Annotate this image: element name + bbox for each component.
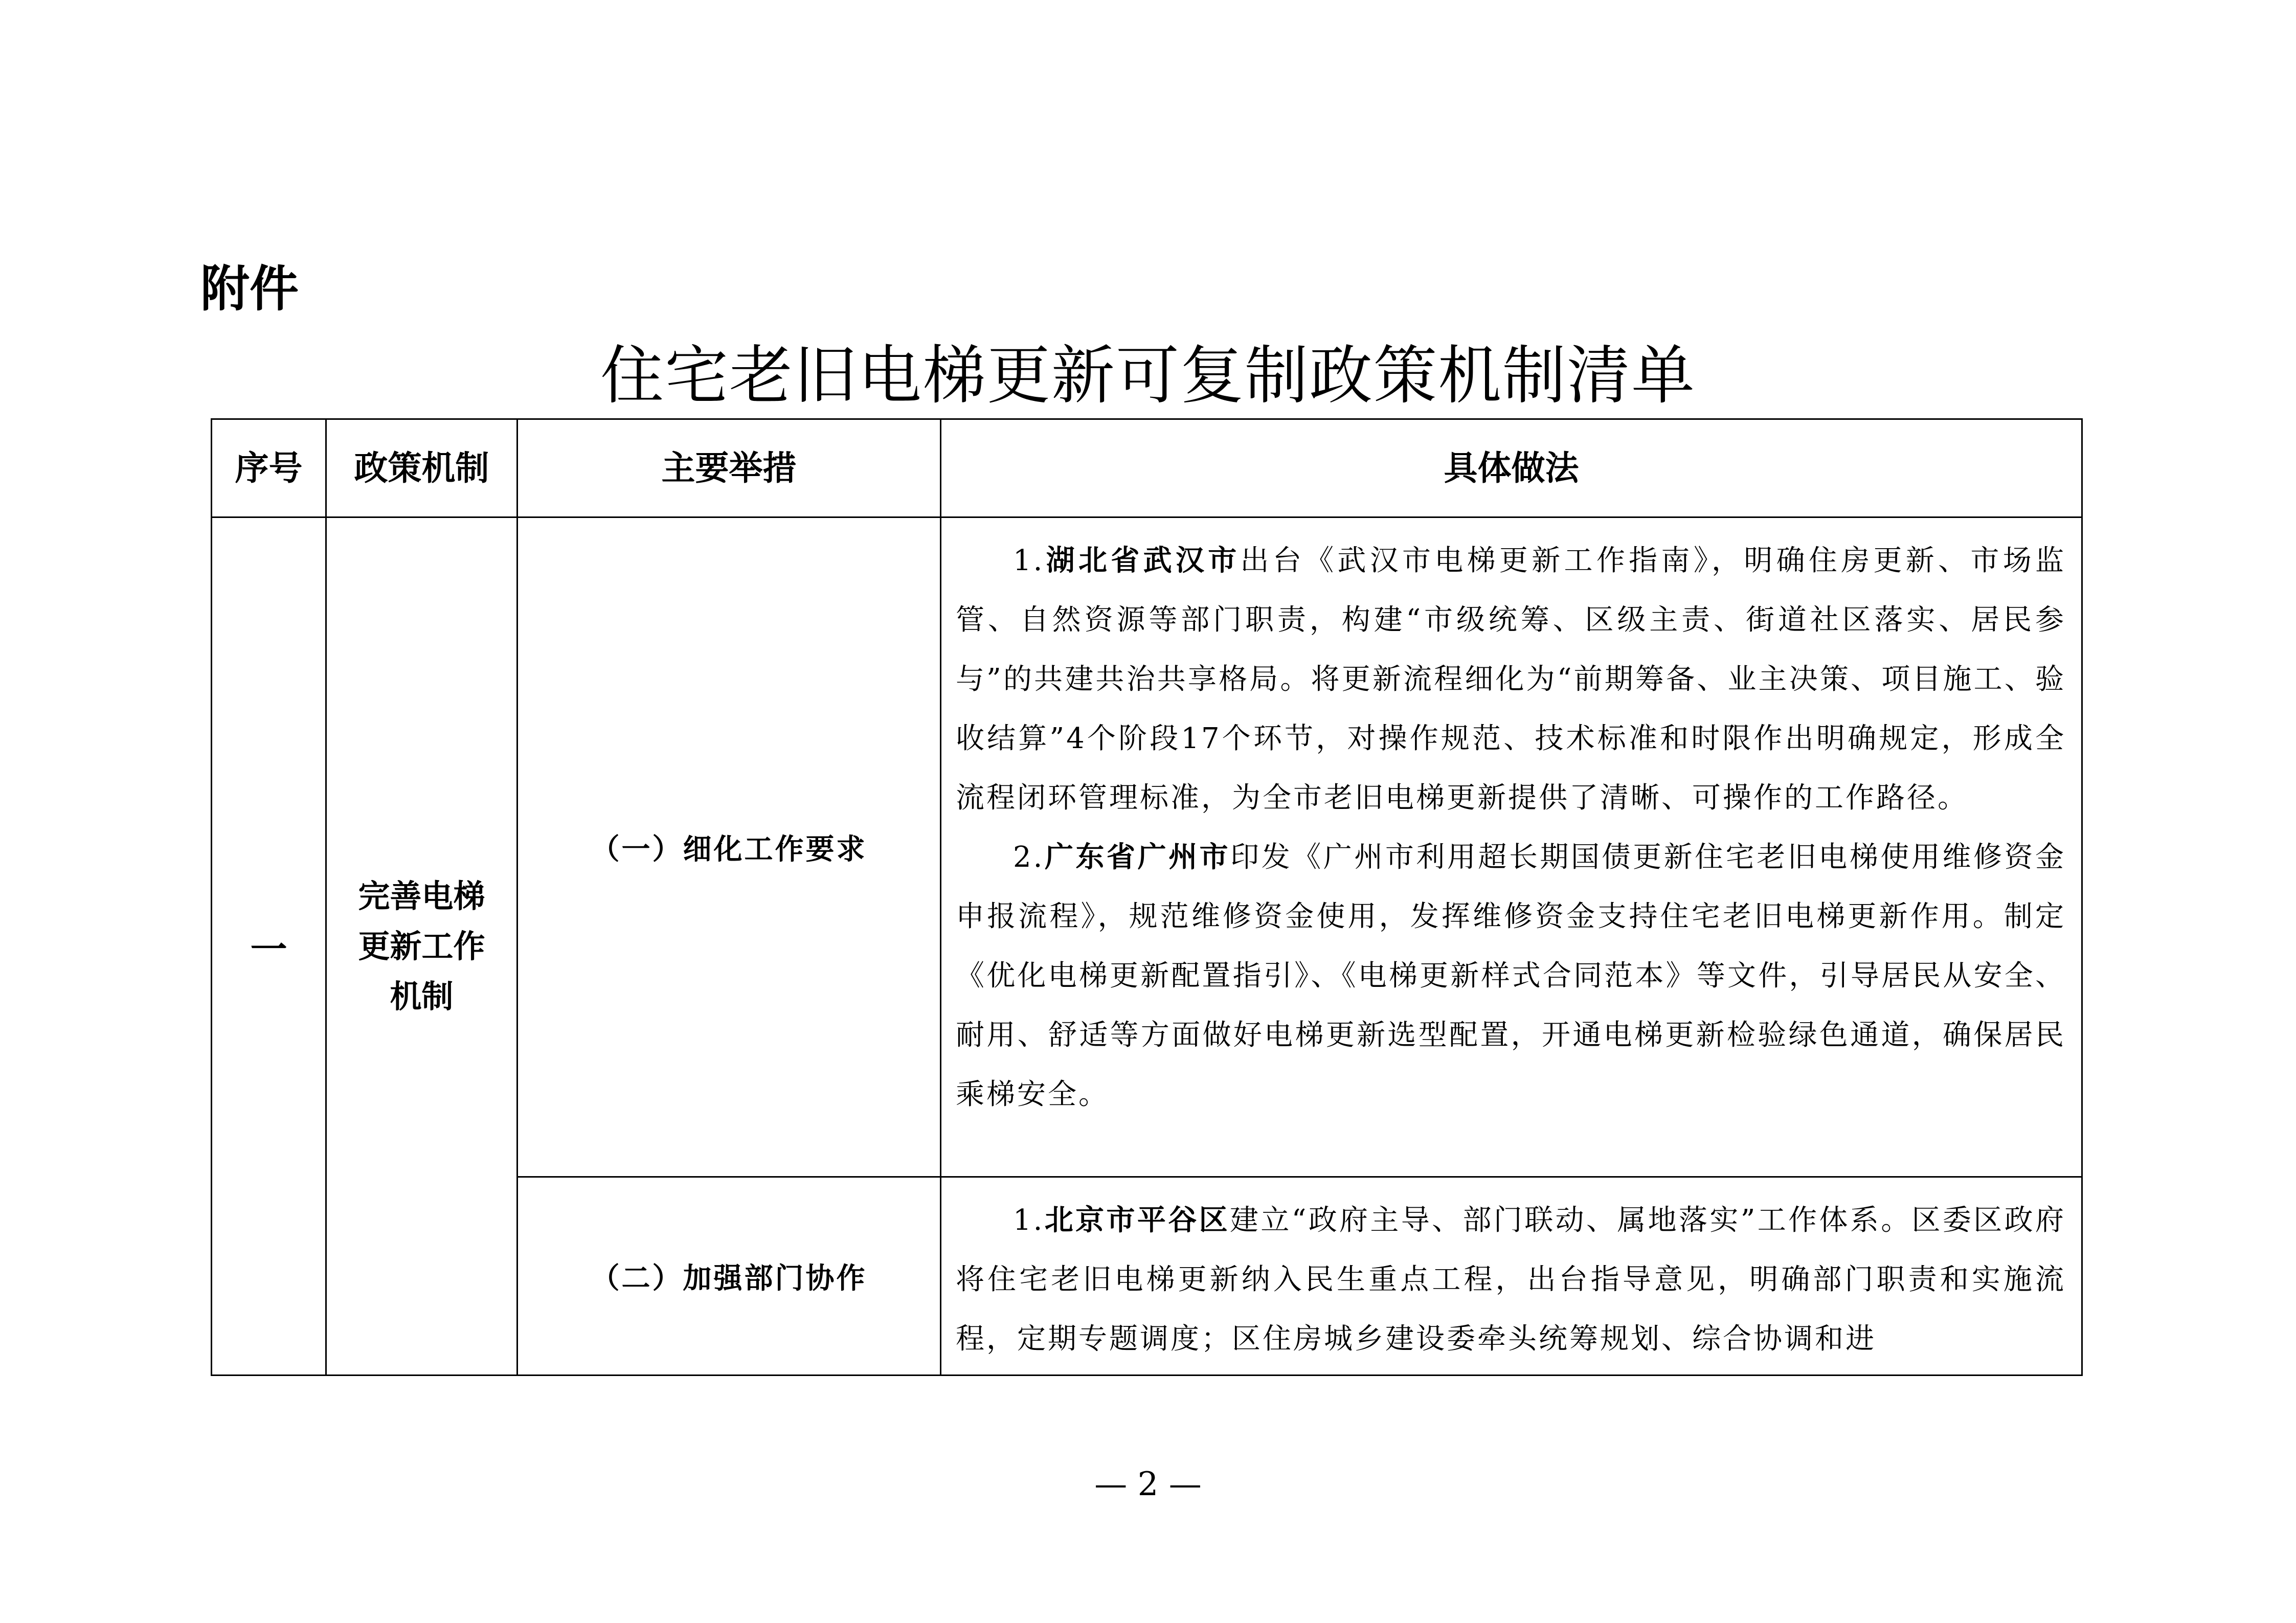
measure-cell: （一）细化工作要求: [517, 517, 941, 1177]
attachment-label: 附件: [200, 260, 299, 318]
detail-paragraph: [956, 828, 2066, 1124]
place-name: 湖北省武汉市: [1044, 544, 1241, 577]
item-text: 印发《广州市利用超长期国债更新住宅老旧电梯使用维修资金申报流程》，规范维修资金使用，发挥维修资金支持住宅老旧电梯更新作用。制定《优化电梯更新配置指引》、《电梯更新样式合同范本》等文件，引导居民从安全、耐用、舒适等方面做好电梯更新选型配置，开通电梯更新检验绿色通道，确保居民乘梯安全。: [956, 841, 2066, 1111]
place-name: 北京市平谷区: [1044, 1204, 1230, 1237]
column-header-measure: 主要举措: [517, 419, 941, 517]
item-text: 出台《武汉市电梯更新工作指南》，明确住房更新、市场监管、自然资源等部门职责，构建“市级统筹、区级主责、街道社区落实、居民参与”的共建共治共享格局。将更新流程细化为“前期筹备、业主决策、项目施工、验收结算”4个阶段17个环节，对操作规范、技术标准和时限作出明确规定，形成全流程闭环管理标准，为全市老旧电梯更新提供了清晰、可操作的工作路径。: [956, 544, 2066, 815]
item-number: 2.: [1013, 841, 1045, 874]
section-mechanism-cell: 完善电梯更新工作机制: [326, 517, 517, 1376]
column-header-detail: 具体做法: [941, 419, 2082, 517]
item-number: 1.: [1013, 544, 1045, 577]
detail-cell: [941, 517, 2082, 1177]
section-seq-cell: 一: [212, 517, 326, 1376]
detail-paragraph: [956, 531, 2066, 828]
page-number: — 2 —: [1094, 1466, 1202, 1503]
measure-cell: （二）加强部门协作: [517, 1177, 941, 1376]
column-header-seq: 序号: [212, 419, 326, 517]
place-name: 广东省广州市: [1044, 841, 1231, 874]
table-header-row: [212, 419, 2082, 517]
detail-paragraph: [956, 1191, 2066, 1369]
policy-table: [211, 418, 2083, 1376]
detail-cell: [941, 1177, 2082, 1376]
detail-clip: [956, 1191, 2066, 1373]
column-header-mechanism: 政策机制: [326, 419, 517, 517]
table-row: [212, 517, 2082, 1177]
item-number: 1.: [1013, 1204, 1045, 1237]
document-title: 住宅老旧电梯更新可复制政策机制清单: [600, 339, 1696, 413]
item-text: 建立“政府主导、部门联动、属地落实”工作体系。区委区政府将住宅老旧电梯更新纳入民生重点工程，出台指导意见，明确部门职责和实施流程，定期专题调度；区住房城乡建设委牵头统筹规划、综合协调和进: [956, 1204, 2066, 1356]
